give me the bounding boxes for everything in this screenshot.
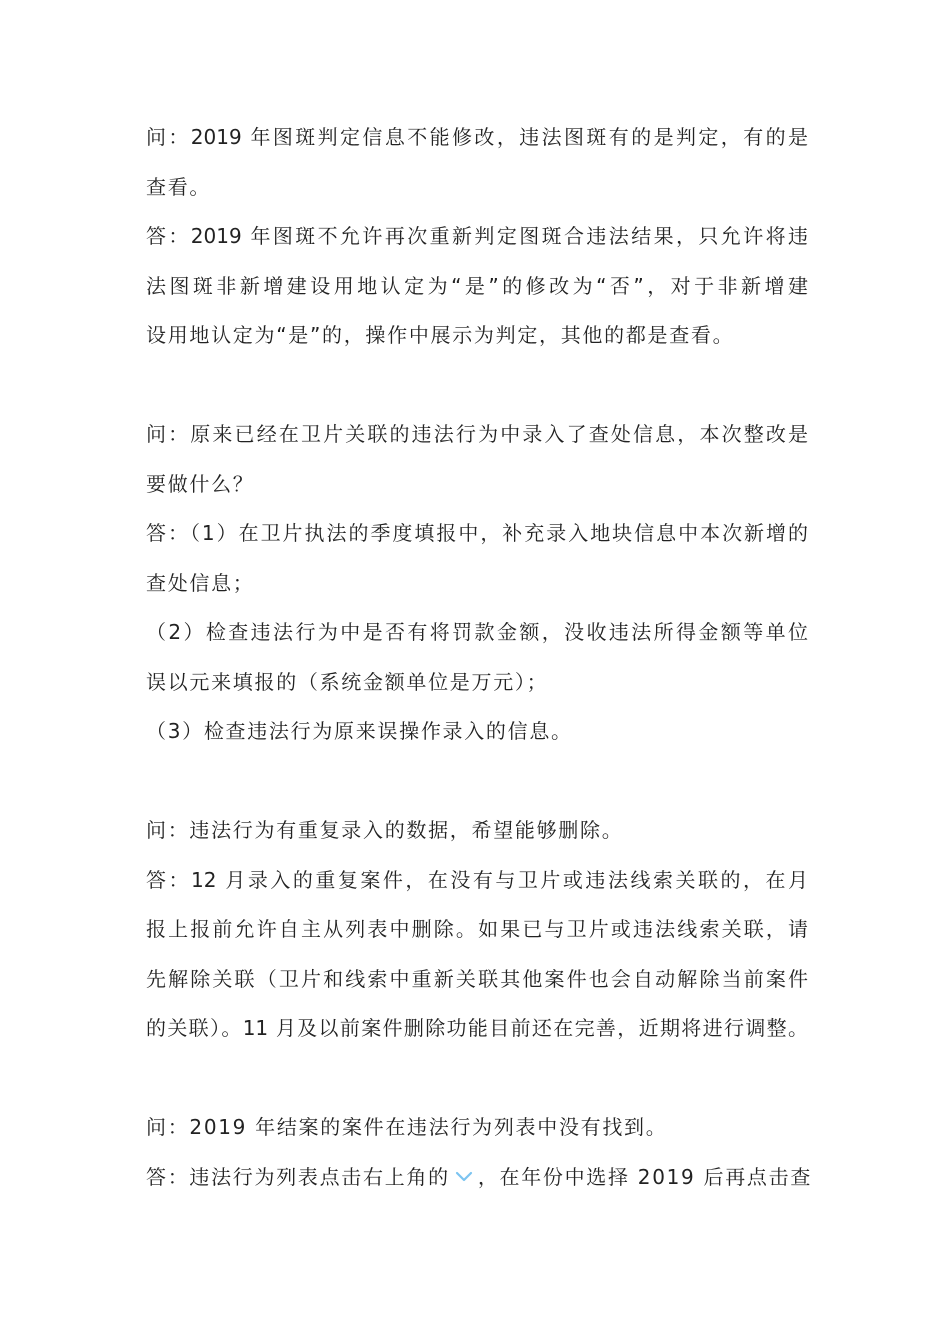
answer-line: 答：12 月录入的重复案件，在没有与卫片或违法线索关联的，在月 <box>146 867 808 892</box>
answer-line: 设用地认定为“是”的，操作中展示为判定，其他的都是查看。 <box>146 323 735 347</box>
answer-line <box>146 1153 813 1203</box>
question-line: 问：违法行为有重复录入的数据，希望能够删除。 <box>146 818 624 842</box>
spacer <box>146 361 808 411</box>
answer-line: （2）检查违法行为中是否有将罚款金额，没收违法所得金额等单位 <box>146 620 808 644</box>
answer-line: （3）检查违法行为原来误操作录入的信息。 <box>146 719 573 743</box>
spacer <box>146 757 808 807</box>
answer-line: 误以元来填报的（系统金额单位是万元）； <box>146 669 549 694</box>
answer-line: 答：（1）在卫片执法的季度填报中，补充录入地块信息中本次新增的 <box>146 521 808 545</box>
question-line: 要做什么？ <box>146 471 255 496</box>
spacer <box>146 1054 808 1104</box>
answer-text-after-icon: ，在年份中选择 2019 后再点击查 <box>477 1164 813 1189</box>
qa-block-3 <box>146 806 808 1054</box>
qa-block-2 <box>146 410 808 757</box>
question-line: 问：2019 年图斑判定信息不能修改，违法图斑有的是判定，有的是 <box>146 125 808 149</box>
chevron-down-icon <box>454 1153 474 1203</box>
answer-line: 答：2019 年图斑不允许再次重新判定图斑合违法结果，只允许将违 <box>146 224 808 248</box>
qa-block-1 <box>146 113 808 361</box>
qa-block-4 <box>146 1103 813 1202</box>
answer-line: 法图斑非新增建设用地认定为“是”的修改为“否”，对于非新增建 <box>146 273 808 298</box>
answer-line: 查处信息； <box>146 570 255 595</box>
question-line: 问：原来已经在卫片关联的违法行为中录入了查处信息，本次整改是 <box>146 422 808 446</box>
document-page <box>146 113 813 1202</box>
answer-text-before-icon: 答：违法行为列表点击右上角的 <box>146 1164 450 1189</box>
answer-line: 先解除关联（卫片和线索中重新关联其他案件也会自动解除当前案件 <box>146 966 808 991</box>
answer-line: 的关联）。11 月及以前案件删除功能目前还在完善，近期将进行调整。 <box>146 1016 808 1040</box>
question-line: 问：2019 年结案的案件在违法行为列表中没有找到。 <box>146 1115 668 1139</box>
question-line: 查看。 <box>146 174 212 199</box>
answer-line: 报上报前允许自主从列表中删除。如果已与卫片或违法线索关联，请 <box>146 917 808 941</box>
